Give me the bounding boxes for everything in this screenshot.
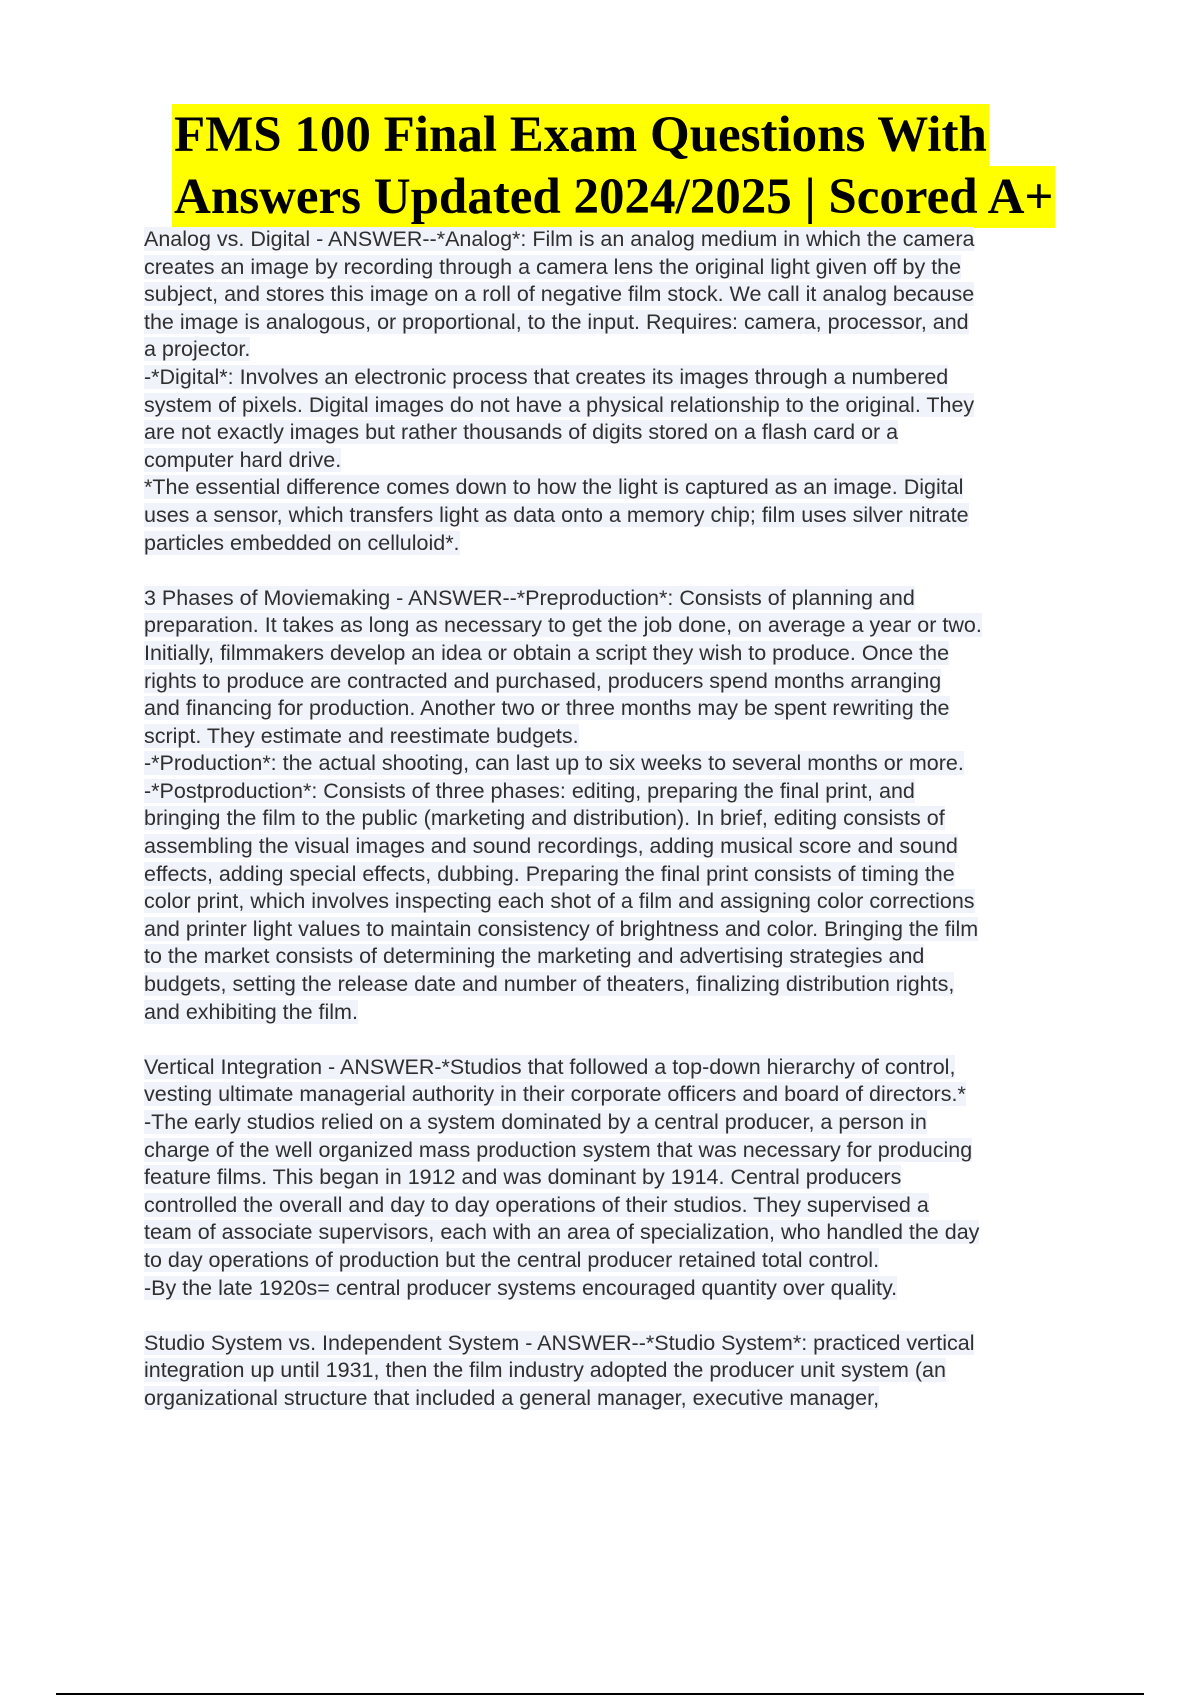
text-line xyxy=(144,530,1084,558)
text-line-content: Analog vs. Digital - ANSWER--*Analog*: Film is an analog medium in which the camera xyxy=(144,227,975,251)
title-line-1: FMS 100 Final Exam Questions With xyxy=(172,104,989,166)
text-line-content: are not exactly images but rather thousands of digits stored on a flash card or a xyxy=(144,420,899,445)
text-line xyxy=(144,1357,1084,1385)
document-title xyxy=(172,104,1172,228)
text-line xyxy=(144,1275,1084,1303)
text-line xyxy=(144,254,1084,282)
text-line xyxy=(144,805,1084,833)
text-line xyxy=(144,1385,1084,1413)
text-line-content: -*Production*: the actual shooting, can last up to six weeks to several months or more. xyxy=(144,751,964,776)
text-line-content: bringing the film to the public (marketing and distribution). In brief, editing consists of xyxy=(144,806,945,831)
text-line xyxy=(144,281,1084,309)
text-line-content: Initially, filmmakers develop an idea or obtain a script they wish to produce. Once the xyxy=(144,640,950,665)
text-line xyxy=(144,419,1084,447)
text-line xyxy=(144,474,1084,502)
text-line xyxy=(144,750,1084,778)
qa-entry xyxy=(144,1054,1084,1302)
qa-entry xyxy=(144,1330,1084,1413)
text-line xyxy=(144,364,1084,392)
text-line xyxy=(144,999,1084,1027)
text-line-content: particles embedded on celluloid*. xyxy=(144,530,460,555)
text-line xyxy=(144,1109,1084,1137)
text-line xyxy=(144,1054,1084,1082)
text-line-content: budgets, setting the release date and number of theaters, finalizing distribution rights, xyxy=(144,972,955,997)
text-line xyxy=(144,502,1084,530)
text-line xyxy=(144,1137,1084,1165)
text-line-content: rights to produce are contracted and purchased, producers spend months arranging xyxy=(144,668,942,693)
text-line-content: -The early studios relied on a system dominated by a central producer, a person in xyxy=(144,1110,927,1134)
text-line-content: vesting ultimate managerial authority in their corporate officers and board of directors.* xyxy=(144,1082,966,1107)
text-line xyxy=(144,640,1084,668)
text-line-content: Vertical Integration - ANSWER-*Studios that followed a top-down hierarchy of control, xyxy=(144,1054,956,1079)
text-line-content: color print, which involves inspecting each shot of a film and assigning color corrections xyxy=(144,889,975,914)
text-line-content: uses a sensor, which transfers light as data onto a memory chip; film uses silver nitrate xyxy=(144,502,969,527)
text-line-content: and exhibiting the film. xyxy=(144,999,358,1024)
text-line-content: assembling the visual images and sound recordings, adding musical score and sound xyxy=(144,834,958,859)
text-line-content: script. They estimate and reestimate budgets. xyxy=(144,723,579,748)
text-line xyxy=(144,861,1084,889)
title-line-2: Answers Updated 2024/2025 | Scored A+ xyxy=(172,166,1055,228)
text-line-content: -By the late 1920s= central producer systems encouraged quantity over quality. xyxy=(144,1275,898,1300)
text-line xyxy=(144,833,1084,861)
text-line xyxy=(144,1330,1084,1358)
text-line-content: integration up until 1931, then the film industry adopted the producer unit system (an xyxy=(144,1358,946,1383)
text-line-content: to day operations of production but the central producer retained total control. xyxy=(144,1247,880,1272)
text-line-content: and financing for production. Another two or three months may be spent rewriting the xyxy=(144,696,950,721)
text-line-content: computer hard drive. xyxy=(144,447,342,472)
text-line-content: preparation. It takes as long as necessary to get the job done, on average a year or two. xyxy=(144,613,982,638)
text-line-content: -*Postproduction*: Consists of three phases: editing, preparing the final print, and xyxy=(144,778,915,803)
text-line-content: the image is analogous, or proportional, to the input. Requires: camera, processor, and xyxy=(144,309,969,334)
text-line xyxy=(144,1247,1084,1275)
text-line-content: *The essential difference comes down to how the light is captured as an image. Digital xyxy=(144,475,964,500)
document-body xyxy=(144,226,1084,1440)
text-line xyxy=(144,309,1084,337)
text-line-content: subject, and stores this image on a roll of negative film stock. We call it analog because xyxy=(144,282,975,307)
text-line xyxy=(144,226,1084,254)
text-line xyxy=(144,888,1084,916)
text-line xyxy=(144,1164,1084,1192)
text-line-content: feature films. This began in 1912 and was dominant by 1914. Central producers xyxy=(144,1165,902,1190)
text-line-content: effects, adding special effects, dubbing. Preparing the final print consists of timing the xyxy=(144,861,955,886)
footer-rule xyxy=(56,1693,1144,1695)
text-line xyxy=(144,971,1084,999)
text-line xyxy=(144,392,1084,420)
text-line xyxy=(144,1219,1084,1247)
text-line-content: 3 Phases of Moviemaking - ANSWER--*Preproduction*: Consists of planning and xyxy=(144,585,915,610)
qa-entry xyxy=(144,226,1084,557)
text-line xyxy=(144,612,1084,640)
text-line xyxy=(144,447,1084,475)
text-line xyxy=(144,1081,1084,1109)
text-line xyxy=(144,723,1084,751)
text-line-content: controlled the overall and day to day operations of their studios. They supervised a xyxy=(144,1192,929,1217)
text-line-content: -*Digital*: Involves an electronic process that creates its images through a numbered xyxy=(144,364,949,389)
text-line xyxy=(144,943,1084,971)
text-line xyxy=(144,1192,1084,1220)
text-line-content: a projector. xyxy=(144,337,251,362)
text-line-content: organizational structure that included a general manager, executive manager, xyxy=(144,1385,880,1410)
text-line xyxy=(144,336,1084,364)
text-line-content: creates an image by recording through a camera lens the original light given off by the xyxy=(144,254,962,279)
text-line xyxy=(144,916,1084,944)
text-line-content: and printer light values to maintain consistency of brightness and color. Bringing the film xyxy=(144,916,979,941)
text-line-content: system of pixels. Digital images do not have a physical relationship to the original. They xyxy=(144,392,975,417)
text-line xyxy=(144,585,1084,613)
text-line-content: charge of the well organized mass production system that was necessary for producing xyxy=(144,1137,973,1162)
text-line-content: to the market consists of determining the marketing and advertising strategies and xyxy=(144,944,925,969)
text-line xyxy=(144,778,1084,806)
qa-entry xyxy=(144,585,1084,1027)
text-line xyxy=(144,668,1084,696)
text-line-content: team of associate supervisors, each with an area of specialization, who handled the day xyxy=(144,1220,980,1245)
text-line-content: Studio System vs. Independent System - ANSWER--*Studio System*: practiced vertical xyxy=(144,1330,975,1355)
text-line xyxy=(144,695,1084,723)
